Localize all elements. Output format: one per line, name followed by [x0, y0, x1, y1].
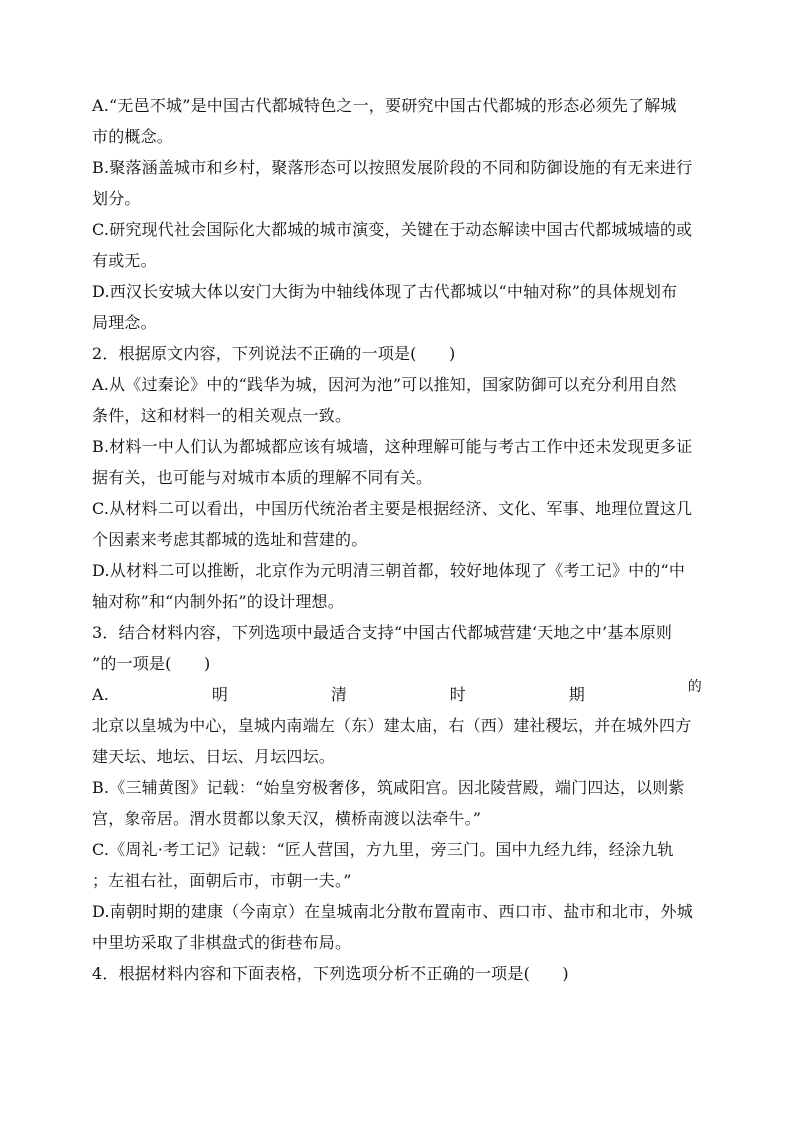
text-line: 条件，这和材料一的相关观点一致。: [92, 406, 352, 425]
text-fragment: 期: [568, 685, 585, 704]
text-fragment-raised: 的: [687, 679, 702, 695]
text-fragment: 清: [330, 685, 348, 704]
text-line: 宫，象帝居。渭水贯都以象天汉，横桥南渡以法牵牛。”: [92, 809, 482, 828]
document-body: [92, 90, 702, 989]
question-3-stem: 3．结合材料内容，下列选项中最适合支持“中国古代都城营建‘天地之中’基本原则: [92, 623, 673, 642]
option-label: A.: [92, 685, 110, 704]
text-line: 局理念。: [92, 313, 157, 332]
text-line: 市的概念。: [92, 127, 174, 146]
text-line: B.《三辅黄图》记载：“始皇穷极奢侈，筑咸阳宫。因北陵营殿，端门四达，以则紫: [92, 778, 685, 797]
text-line: D.南朝时期的建康（今南京）在皇城南北分散布置南市、西口市、盐市和北市，外城: [92, 902, 693, 921]
question-2-stem: 2．根据原文内容，下列说法不正确的一项是( ): [92, 344, 456, 363]
text-line: ；左祖右社，面朝后市，市朝一夫。”: [92, 871, 352, 890]
text-line: B.聚落涵盖城市和乡村，聚落形态可以按照发展阶段的不同和防御设施的有无来进行: [92, 158, 693, 177]
text-line: 轴对称”和“内制外拓”的设计理想。: [92, 592, 344, 611]
text-fragment: 明: [211, 685, 229, 704]
text-line: C.研究现代社会国际化大都城的城市演变，关键在于动态解读中国古代都城城墙的或: [92, 220, 693, 239]
text-line: 有或无。: [92, 251, 157, 270]
text-line: 据有关，也可能与对城市本质的理解不同有关。: [92, 468, 433, 487]
text-line: C.从材料二可以看出，中国历代统治者主要是根据经济、文化、军事、地理位置这几: [92, 499, 693, 518]
text-line: D.西汉长安城大体以安门大街为中轴线体现了古代都城以“中轴对称”的具体规划布: [92, 282, 678, 301]
question-3-stem-continued: ”的一项是( ): [92, 654, 211, 673]
text-line: D.从材料二可以推断，北京作为元明清三朝首都，较好地体现了《考工记》中的“中: [92, 561, 686, 580]
text-line: B.材料一中人们认为都城都应该有城墙，这种理解可能与考古工作中还未发现更多证: [92, 437, 693, 456]
text-line: 划分。: [92, 189, 141, 208]
text-line: 北京以皇城为中心，皇城内南端左（东）建太庙，右（西）建社稷坛，并在城外四方: [92, 716, 692, 735]
text-line: 个因素来考虑其都城的选址和营建的。: [92, 530, 368, 549]
justified-option-line: [92, 679, 702, 710]
text-line: A.“无邑不城”是中国古代都城特色之一，要研究中国古代都城的形态必须先了解城: [92, 96, 677, 115]
text-line: 建天坛、地坛、日坛、月坛四坛。: [92, 747, 336, 766]
text-line: A.从《过秦论》中的“践华为城，因河为池”可以推知，国家防御可以充分利用自然: [92, 375, 677, 394]
text-line: 中里坊采取了非棋盘式的街巷布局。: [92, 933, 352, 952]
text-fragment: 时: [449, 685, 466, 704]
text-line: C.《周礼·考工记》记载：“匠人营国，方九里，旁三门。国中九经九纬，经涂九轨: [92, 840, 674, 859]
question-4-stem: 4．根据材料内容和下面表格，下列选项分析不正确的一项是( ): [92, 964, 569, 983]
